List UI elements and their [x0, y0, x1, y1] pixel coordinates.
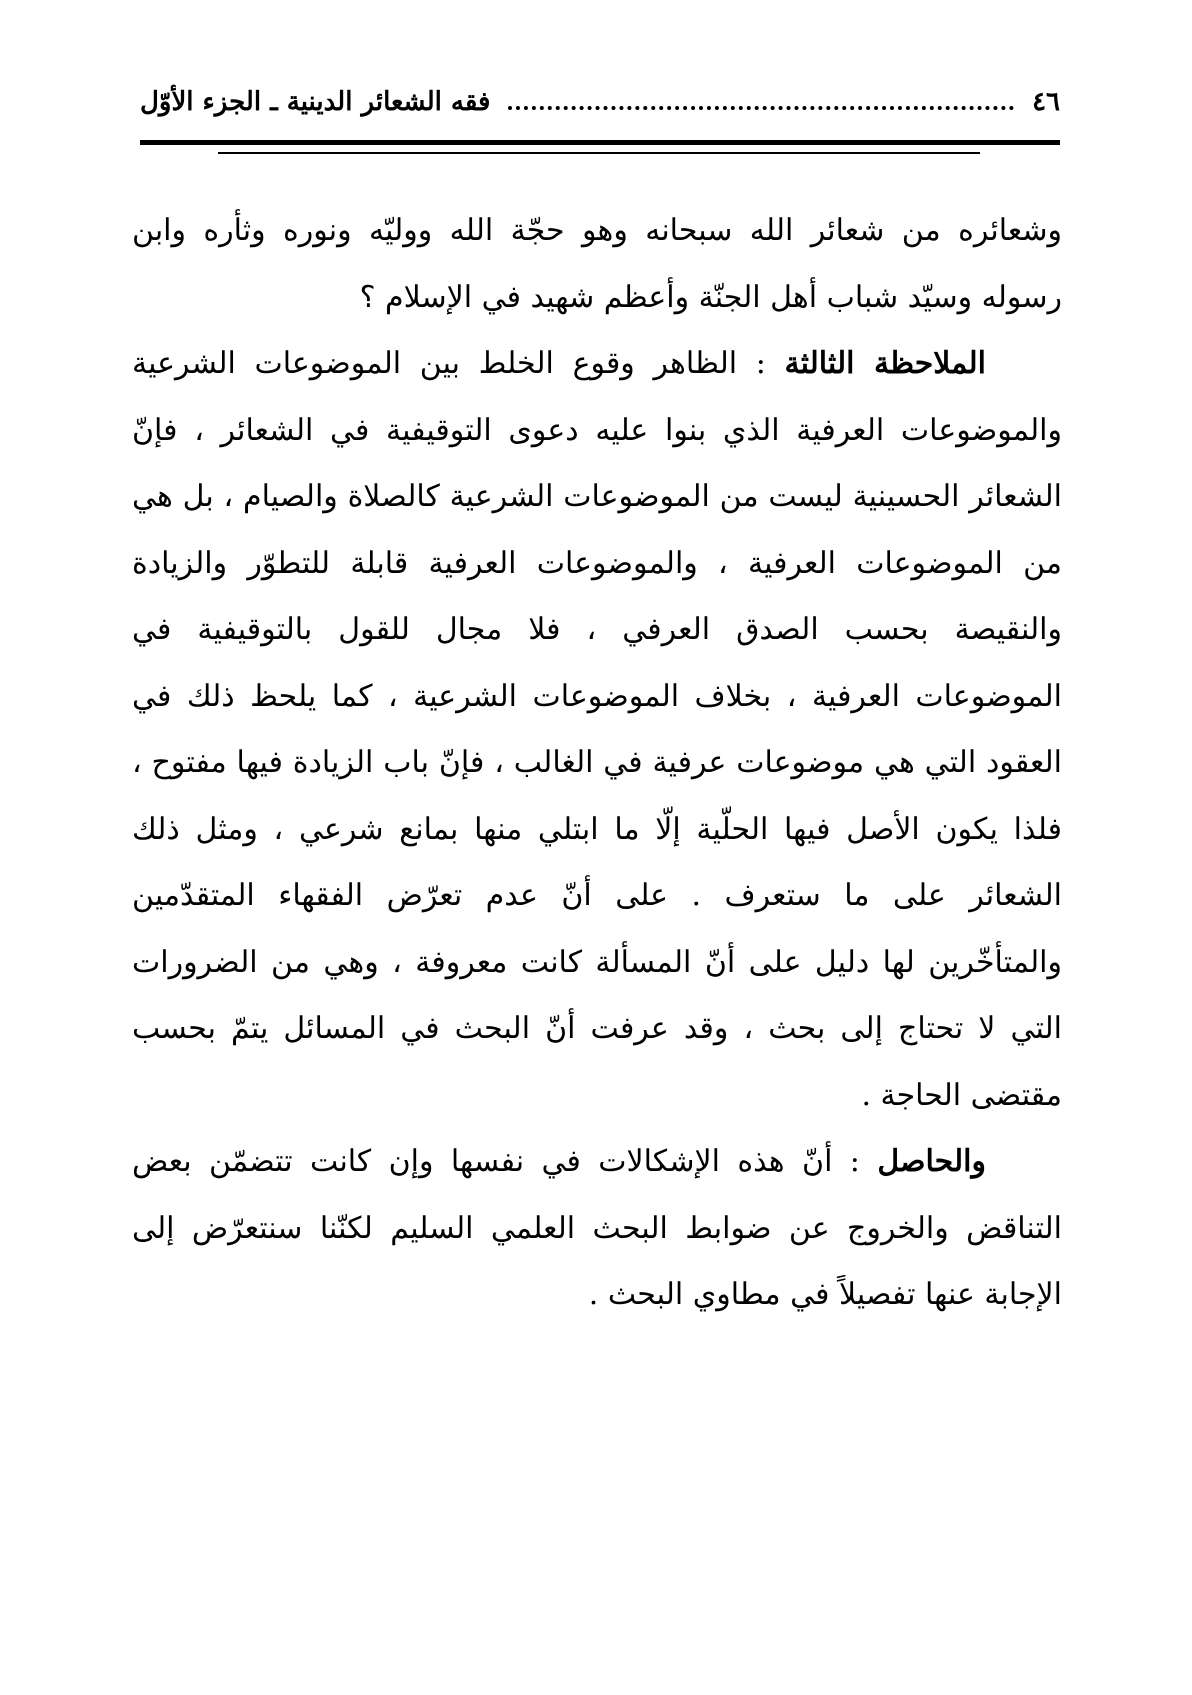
dotted-leader [508, 106, 1014, 110]
body-text [132, 198, 1062, 1329]
paragraph-3-heading: والحاصل [877, 1144, 986, 1179]
paragraph-2 [132, 331, 1062, 1129]
page-number: ٤٦ [1032, 87, 1060, 117]
paragraph-1: وشعائره من شعائر الله سبحانه وهو حجّة الله ووليّه ونوره وثأره وابن رسوله وسيّد شباب أهل الجنّة وأعظم شهيد في الإسلام ؟ [132, 213, 1062, 315]
paragraph-3 [132, 1129, 1062, 1329]
header-rule-thick [140, 140, 1060, 145]
running-title: فقه الشعائر الدينية ـ الجزء الأوّل [140, 87, 491, 117]
header-rule-thin [218, 152, 980, 154]
paragraph-2-text: : الظاهر وقوع الخلط بين الموضوعات الشرعية والموضوعات العرفية الذي بنوا عليه دعوى التوقيفية في الشعائر ، فإنّ الشعائر الحسينية ليست من الموضوعات الشرعية كالصلاة والصيام ، بل هي من الموضوعات العرفية ، والموضوعات العرفية قابلة للتطوّر والزيادة والنقيصة بحسب الصدق العرفي ، فلا مجال للقول بالتوقيفية في الموضوعات العرفية ، بخلاف الموضوعات الشرعية ، كما يلحظ ذلك في العقود التي هي موضوعات عرفية في الغالب ، فإنّ باب الزيادة فيها مفتوح ، فلذا يكون الأصل فيها الحلّية إلّا ما ابتلي منها بمانع شرعي ، ومثل ذلك الشعائر على ما ستعرف . على أنّ عدم تعرّض الفقهاء المتقدّمين والمتأخّرين لها دليل على أنّ المسألة كانت معروفة ، وهي من الضرورات التي لا تحتاج إلى بحث ، وقد عرفت أنّ البحث في المسائل يتمّ بحسب مقتضى الحاجة . [132, 346, 1062, 1113]
page-header [140, 76, 1060, 128]
paragraph-2-heading: الملاحظة الثالثة [784, 346, 986, 381]
paragraph-3-text: : أنّ هذه الإشكالات في نفسها وإن كانت تتضمّن بعض التناقض والخروج عن ضوابط البحث العلمي السليم لكنّنا سنتعرّض إلى الإجابة عنها تفصيلاً في مطاوي البحث . [132, 1144, 1062, 1312]
